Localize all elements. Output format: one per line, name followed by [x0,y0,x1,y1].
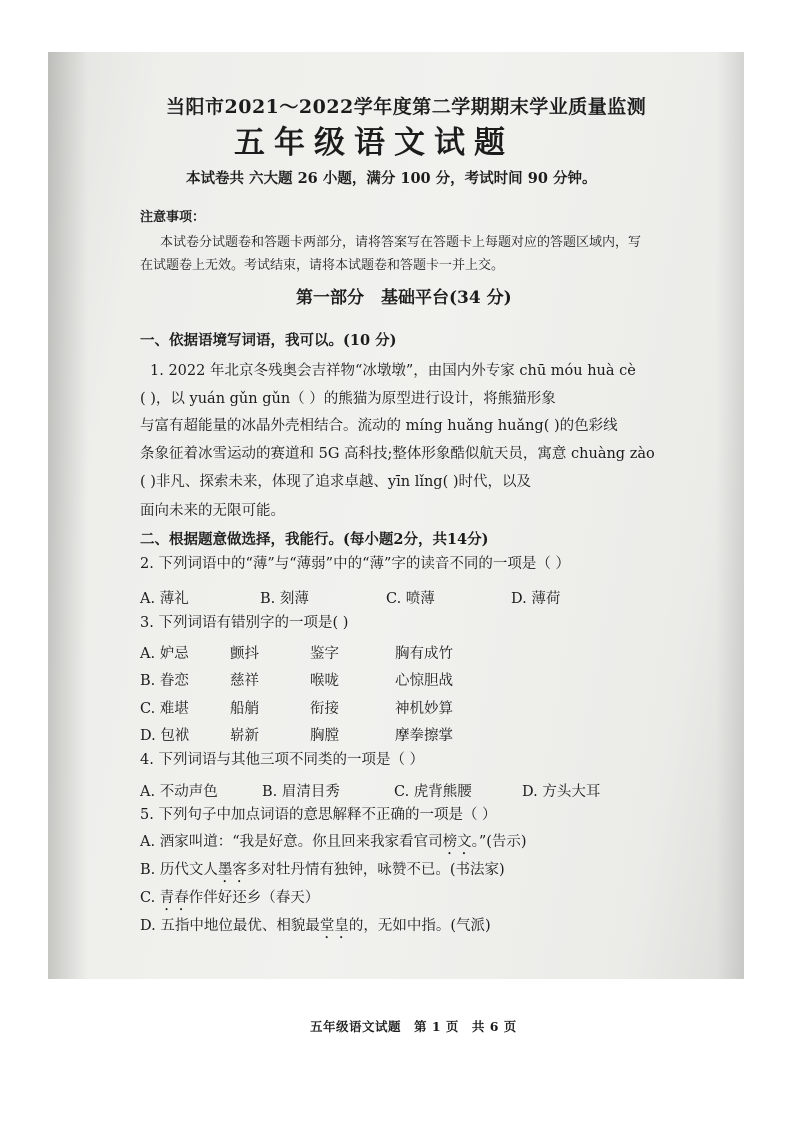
q5-option-a [140,834,527,858]
q5-option-d [140,918,491,942]
page-footer: 五年级语文试题 第 1 页 共 6 页 [310,1019,517,1034]
q5-a-text: A. 酒家叫道：“我是好意。你且回来我家看官司 [140,834,443,850]
q1-line6: 面向未来的无限可能。 [140,503,285,519]
q2-option-a: A. 薄礼 [140,591,189,607]
q5-option-c [140,890,319,914]
q5-a-text-end: 。”(告示) [471,834,527,850]
q3-row-b-col4: 心惊胆战 [395,673,453,689]
q4-option-c: C. 虎背熊腰 [394,784,472,800]
section2-heading: 二、根据题意做选择，我能行。(每小题2分，共14分) [140,531,489,548]
q3-row-b-col1: B. 眷恋 [140,673,189,689]
q2-stem: 2. 下列词语中的“薄”与“薄弱”中的“薄”字的读音不同的一项是（ ） [140,556,571,572]
q3-row-d-col4: 摩拳擦掌 [395,728,453,744]
q3-row-a-col3: 鉴字 [310,646,339,662]
q5-d-dotted-word: 堂皇 [319,918,349,934]
q3-row-a-col2: 颤抖 [230,646,259,662]
q5-b-dotted-word: 墨客 [217,862,247,878]
q2-option-d: D. 薄荷 [511,591,561,607]
section1-heading: 一、依据语境写词语，我可以。(10 分) [140,332,397,349]
exam-title-line1: 当阳市2021～2022学年度第二学期期末学业质量监测 [166,96,647,118]
q3-row-b-col3: 喉咙 [310,673,339,689]
exam-title: 五年级语文试题 [234,125,514,161]
q4-option-b: B. 眉清目秀 [262,784,340,800]
scanned-exam-page [48,52,744,1034]
q2-option-b: B. 刻薄 [260,591,309,607]
q3-row-b-col2: 慈祥 [230,673,259,689]
q3-row-a-col4: 胸有成竹 [395,646,453,662]
q3-row-d-col3: 胸膛 [310,728,339,744]
q5-a-dotted-word: 榜文 [442,834,472,850]
q5-b-text-end: 多对牡丹情有独钟，咏赞不已。(书法家) [246,862,505,878]
q1-line2: ( )，以 yuán gǔn gǔn（ ）的熊猫为原型进行设计，将熊猫形象 [140,391,556,407]
q1-line4: 条象征着冰雪运动的赛道和 5G 高科技;整体形象酷似航天员，寓意 chuàng zào [140,446,655,462]
q5-stem: 5. 下列句子中加点词语的意思解释不正确的一项是（ ） [140,807,497,823]
q1-line5: ( )非凡、探索未来，体现了追求卓越、yīn lǐng( )时代，以及 [140,474,532,490]
exam-info: 本试卷共 六大题 26 小题，满分 100 分，考试时间 90 分钟。 [186,170,597,187]
q2-option-c: C. 喷薄 [386,591,435,607]
q5-c-dotted-word: 青春 [159,890,189,906]
q3-row-c-col1: C. 难堪 [140,701,189,717]
q4-option-a: A. 不动声色 [140,784,218,800]
q1-line3: 与富有超能量的冰晶外壳相结合。流动的 míng huǎng huǎng( )的色彩线 [140,418,618,434]
q5-c-text-end: 作伴好还乡（春天） [188,890,320,906]
q3-row-a-col1: A. 妒忌 [140,646,189,662]
q3-row-c-col2: 船艄 [230,701,259,717]
q4-stem: 4. 下列词语与其他三项不同类的一项是（ ） [140,752,425,768]
q3-row-d-col2: 崭新 [230,728,259,744]
q3-row-d-col1: D. 包袱 [140,728,190,744]
q5-option-b [140,862,505,886]
q3-row-c-col3: 衔接 [310,701,339,717]
q1-line1: 1. 2022 年北京冬残奥会吉祥物“冰墩墩”，由国内外专家 chū móu huà cè [150,363,636,379]
q5-d-text: D. 五指中地位最优、相貌最 [140,918,320,934]
notice-heading: 注意事项： [140,210,206,225]
q5-b-text: B. 历代文人 [140,862,218,878]
part1-title: 第一部分 基础平台(34 分) [296,288,512,308]
q4-option-d: D. 方头大耳 [522,784,601,800]
q3-stem: 3. 下列词语有错别字的一项是( ) [140,615,349,631]
notice-line1: 本试卷分试题卷和答题卡两部分，请将答案写在答题卡上每题对应的答题区域内，写 [160,235,642,250]
q5-c-text: C. [140,890,160,906]
q5-d-text-end: 的，无如中指。(气派) [348,918,491,934]
q3-row-c-col4: 神机妙算 [395,701,453,717]
notice-line2: 在试题卷上无效。考试结束，请将本试题卷和答题卡一并上交。 [140,258,505,273]
